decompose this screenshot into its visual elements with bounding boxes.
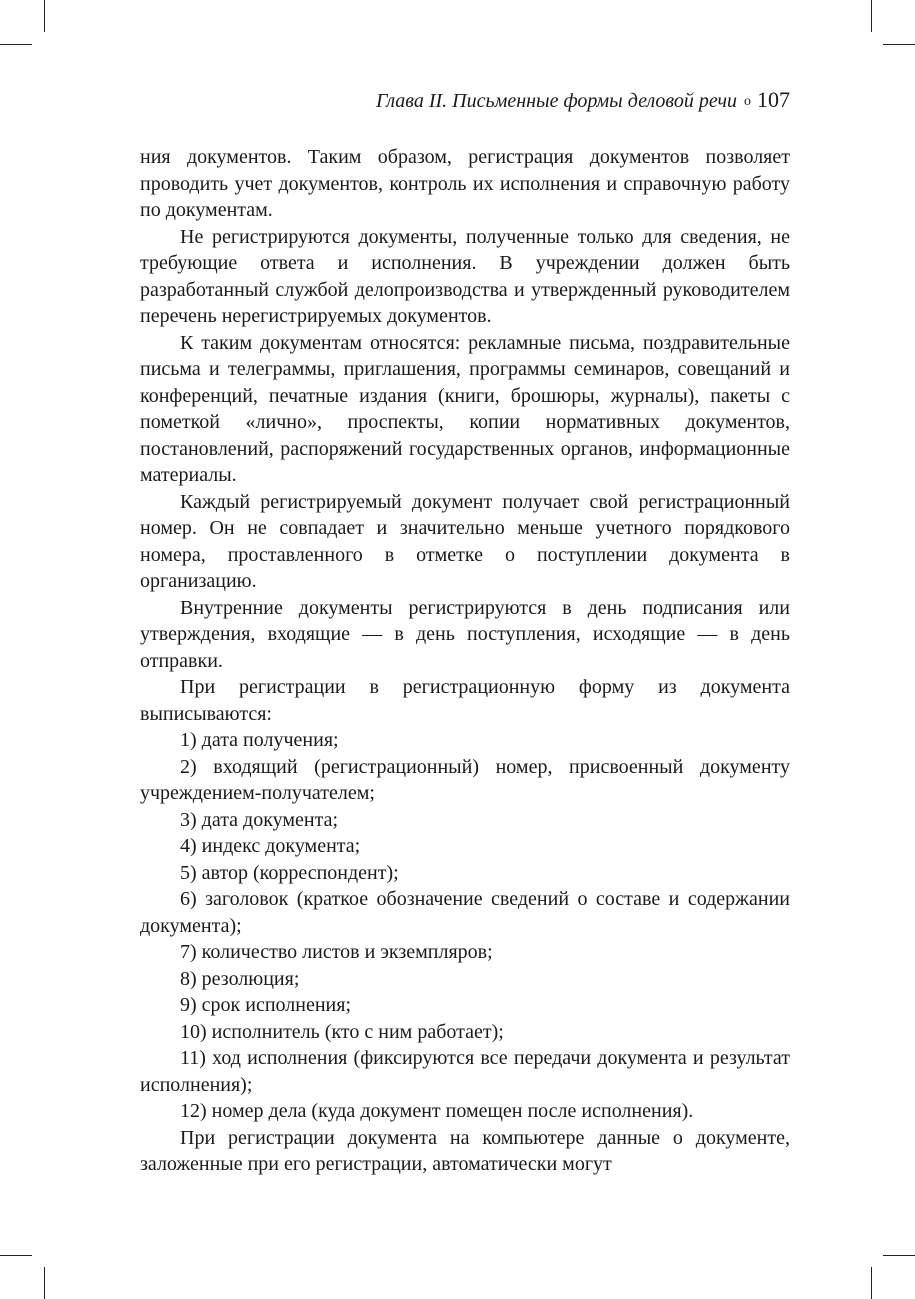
- crop-mark-top-left-vertical: [44, 0, 45, 32]
- list-item: 6) заголовок (краткое обозначение сведений о составе и содержании документа);: [140, 888, 790, 937]
- list-item: 9) срок исполнения;: [180, 994, 351, 1016]
- list-item: 1) дата получения;: [180, 729, 339, 751]
- paragraph: Не регистрируются документы, полученные только для сведения, не требующие ответа и исполнения. В учреждении должен быть разработанный службой делопроизводства и утвержденный руководителем перечень нерегистрируемых документов.: [140, 225, 790, 327]
- crop-mark-bottom-left-vertical: [44, 1267, 45, 1299]
- list-item: 8) резолюция;: [180, 967, 300, 990]
- crop-mark-top-right-vertical: [871, 0, 872, 32]
- page-number: 107: [757, 87, 790, 112]
- crop-mark-bottom-left-horizontal: [0, 1255, 32, 1256]
- paragraph: Внутренние документы регистрируются в день подписания или утверждения, входящие — в день поступления, исходящие — в день отправки.: [140, 596, 790, 672]
- list-item: 2) входящий (регистрационный) номер, присвоенный документу учреждением-получателем;: [140, 755, 790, 804]
- crop-mark-bottom-right-vertical: [871, 1267, 872, 1299]
- page-body: [140, 144, 790, 1178]
- paragraph: При регистрации документа на компьютере данные о документе, заложенные при его регистрации, автоматически могут: [140, 1126, 790, 1175]
- header-separator: ο: [744, 94, 751, 109]
- crop-mark-top-right-horizontal: [883, 44, 915, 45]
- paragraph: Каждый регистрируемый документ получает свой регистрационный номер. Он не совпадает и значительно меньше учетного порядкового номера, проставленного в отметке о поступлении документа в организацию.: [140, 490, 790, 592]
- list-item: 5) автор (корреспондент);: [180, 861, 399, 884]
- list-item: 3) дата документа;: [180, 808, 339, 831]
- paragraph-continued: ния документов. Таким образом, регистрация документов позволяет проводить учет документов, контроль их исполнения и справочную работу по документам.: [140, 146, 790, 221]
- chapter-title: Глава II. Письменные формы деловой речи: [376, 90, 737, 112]
- paragraph: При регистрации в регистрационную форму из документа выписываются:: [140, 676, 790, 725]
- paragraph: К таким документам относятся: рекламные письма, поздравительные письма и телеграммы, приглашения, программы семинаров, совещаний и конференций, печатные издания (книги, брошюры, журналы), пакеты с пометкой «лично», проспекты, копии нормативных документов, постановлений, распоряжений государственных органов, информационные материалы.: [140, 331, 790, 486]
- crop-mark-top-left-horizontal: [0, 44, 32, 45]
- running-header: [140, 86, 790, 118]
- list-item: 11) ход исполнения (фиксируются все передачи документа и результат исполнения);: [140, 1047, 790, 1096]
- crop-mark-bottom-right-horizontal: [883, 1255, 915, 1256]
- list-item: 7) количество листов и экземпляров;: [180, 941, 493, 963]
- list-item: 10) исполнитель (кто с ним работает);: [180, 1020, 504, 1043]
- list-item: 4) индекс документа;: [180, 835, 361, 857]
- list-item: 12) номер дела (куда документ помещен после исполнения).: [180, 1100, 694, 1122]
